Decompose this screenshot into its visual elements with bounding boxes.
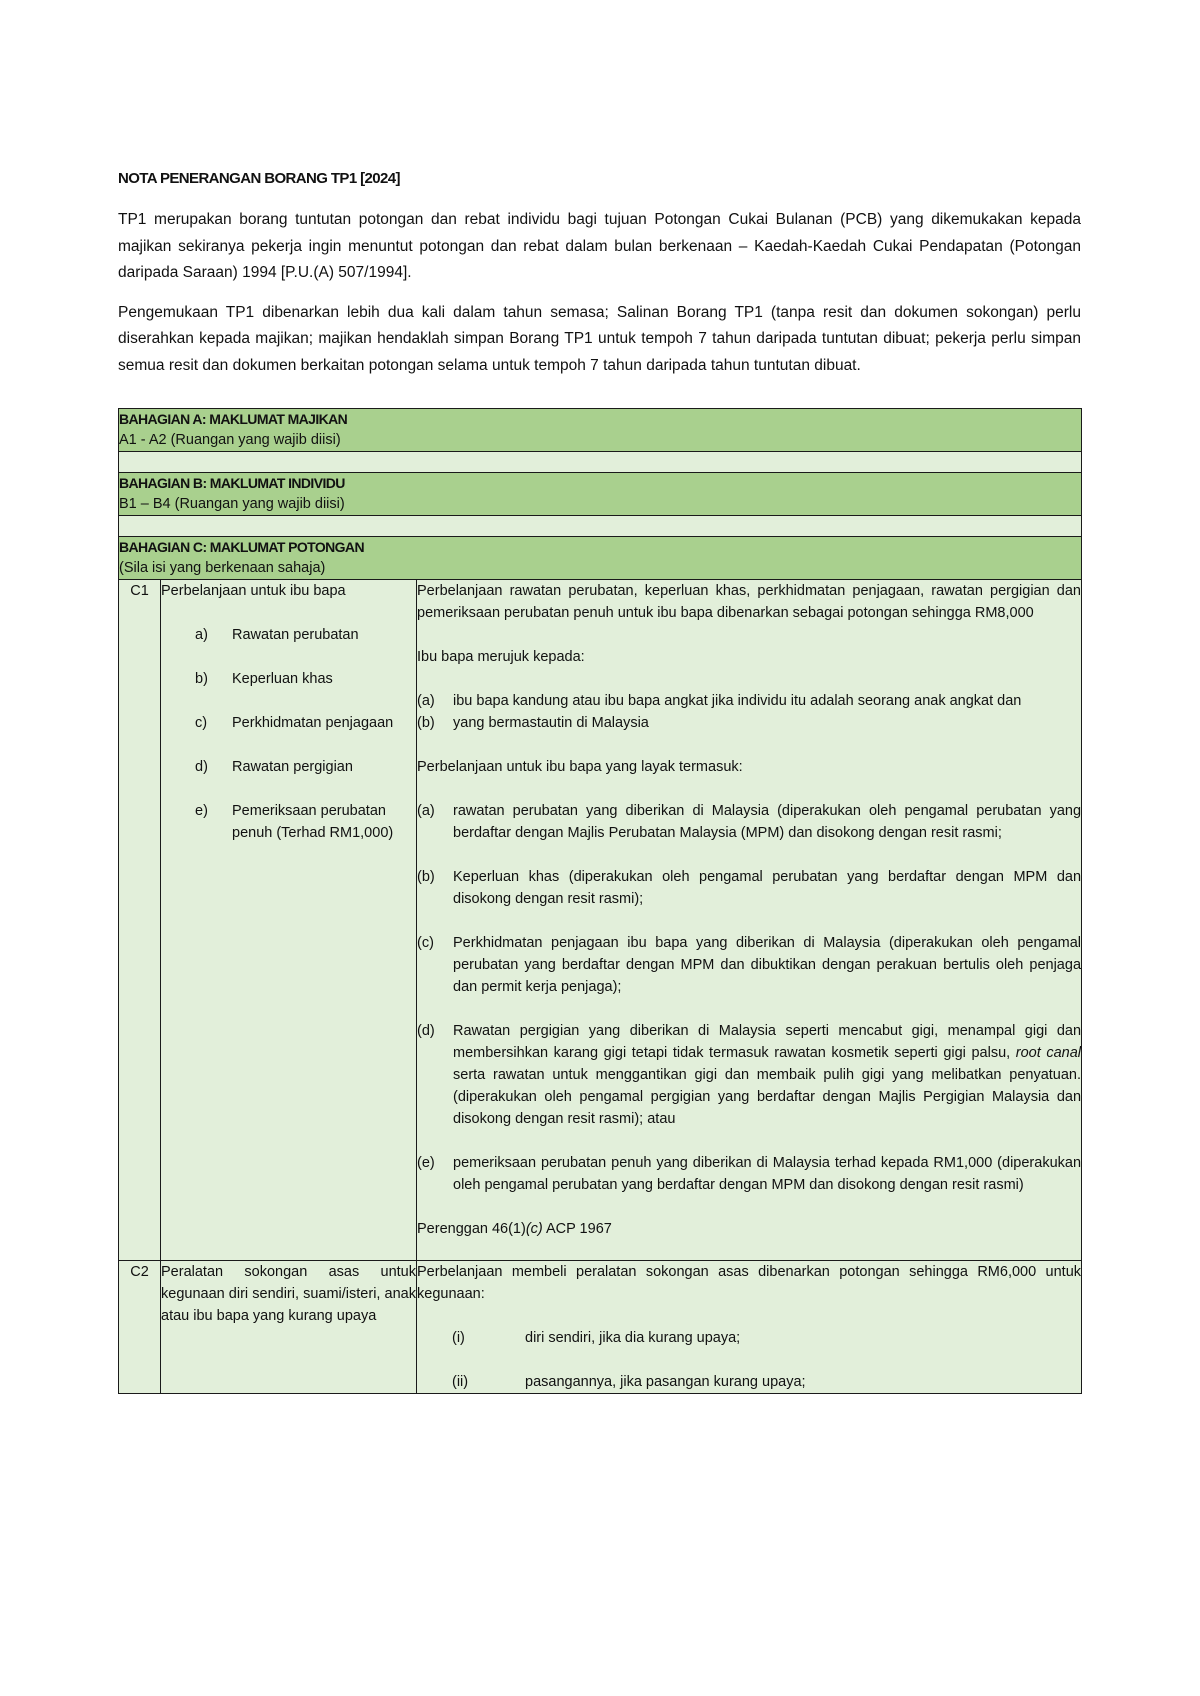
c1-eligible-a: (a) rawatan perubatan yang diberikan di Malaysia (diperakukan oleh pengamal perubatan yang berdaftar dengan Majlis Perubatan Malaysia (MPM) dan disokong dengan resit rasmi; [417, 803, 1082, 841]
section-c-header-row [119, 537, 1082, 580]
c1-refers-title: Ibu bapa merujuk kepada: [417, 649, 585, 665]
table-row-c1 [119, 580, 1082, 1261]
intro-paragraph-1: TP1 merupakan borang tuntutan potongan dan rebat individu bagi tujuan Potongan Cukai Bulanan (PCB) yang dikemukakan kepada majikan sekiranya pekerja ingin menuntut potongan dan rebat dalam bulan berkenaan – Kaedah-Kaedah Cukai Pendapatan (Potongan daripada Saraan) 1994 [P.U.(A) 507/1994]. [118, 211, 1081, 281]
section-a-header-row [119, 409, 1082, 452]
section-b-heading: BAHAGIAN B: MAKLUMAT INDIVIDU [119, 475, 345, 491]
section-a-heading: BAHAGIAN A: MAKLUMAT MAJIKAN [119, 411, 348, 427]
section-b-header-row [119, 473, 1082, 516]
c2-desc: Perbelanjaan membeli peralatan sokongan asas dibenarkan potongan sehingga RM6,000 untuk kegunaan: [417, 1264, 1082, 1302]
c1-item-d: d) Rawatan pergigian [195, 759, 353, 775]
section-b-subtitle: B1 – B4 (Ruangan yang wajib diisi) [119, 496, 345, 512]
c1-eligible-d: (d) Rawatan pergigian yang diberikan di Malaysia seperti mencabut gigi, menampal gigi dan membersihkan karang gigi tetapi tidak termasuk rawatan kosmetik seperti gigi palsu, root canal serta rawatan untuk menggantikan gigi dan membaik pulih gigi yang melibatkan penyatuan. (diperakukan oleh pengamal pergigian yang berdaftar dengan Majlis Pergigian Malaysia dan disokong dengan resit rasmi); atau [417, 1023, 1082, 1127]
table-row-c2 [119, 1261, 1082, 1394]
c1-item-b: b) Keperluan khas [195, 671, 333, 687]
c1-refers-a: (a) ibu bapa kandung atau ibu bapa angkat jika individu itu adalah seorang anak angkat dan [417, 693, 1022, 709]
c1-item-c: c) Perkhidmatan penjagaan [195, 715, 394, 731]
c2-title: Peralatan sokongan asas untuk kegunaan diri sendiri, suami/isteri, anak atau ibu bapa yang kurang upaya [161, 1261, 417, 1394]
c1-eligible-c: (c) Perkhidmatan penjagaan ibu bapa yang diberikan di Malaysia (diperakukan oleh pengamal perubatan yang berdaftar dengan MPM dan dibuktikan dengan perakuan bertulis oleh penjaga dan permit kerja penjaga); [417, 935, 1082, 995]
c1-refers-b: (b) yang bermastautin di Malaysia [417, 715, 649, 731]
page-title: NOTA PENERANGAN BORANG TP1 [2024] [118, 170, 400, 187]
section-c-subtitle: (Sila isi yang berkenaan sahaja) [119, 560, 326, 576]
c2-item-i: (i) diri sendiri, jika dia kurang upaya; [452, 1330, 741, 1346]
c1-legal-reference: Perenggan 46(1)(c) ACP 1967 [417, 1221, 612, 1237]
c1-eligible-e: (e) pemeriksaan perubatan penuh yang diberikan di Malaysia terhad kepada RM1,000 (diperakukan oleh pengamal perubatan yang berdaftar dengan MPM dan disokong dengan resit rasmi) [417, 1155, 1082, 1193]
c1-description-cell [417, 580, 1082, 1261]
c1-eligible-title: Perbelanjaan untuk ibu bapa yang layak termasuk: [417, 759, 743, 775]
intro-paragraph-2: Pengemukaan TP1 dibenarkan lebih dua kali dalam tahun semasa; Salinan Borang TP1 (tanpa resit dan dokumen sokongan) perlu diserahkan kepada majikan; majikan hendaklah simpan Borang TP1 untuk tempoh 7 tahun daripada tuntutan dibuat; pekerja perlu simpan semua resit dan dokumen berkaitan potongan selama untuk tempoh 7 tahun daripada tahun tuntutan dibuat. [118, 303, 1081, 374]
section-a-spacer-row [119, 452, 1082, 473]
c2-description-cell [417, 1261, 1082, 1394]
c1-code: C1 [119, 580, 161, 1261]
section-c-heading: BAHAGIAN C: MAKLUMAT POTONGAN [119, 539, 364, 555]
c1-title: Perbelanjaan untuk ibu bapa [161, 583, 346, 599]
section-a-subtitle: A1 - A2 (Ruangan yang wajib diisi) [119, 432, 341, 448]
c1-title-cell [161, 580, 417, 1261]
c1-item-e: e) Pemeriksaan perubatan penuh (Terhad RM1,000) [195, 803, 394, 841]
section-b-spacer-row [119, 516, 1082, 537]
c1-item-a: a) Rawatan perubatan [195, 627, 359, 643]
c1-eligible-b: (b) Keperluan khas (diperakukan oleh pengamal perubatan yang berdaftar dengan MPM dan disokong dengan resit rasmi); [417, 869, 1082, 907]
document-page [118, 170, 1081, 1394]
tp1-notes-table [118, 408, 1082, 1394]
c2-item-ii: (ii) pasangannya, jika pasangan kurang upaya; [452, 1374, 806, 1390]
c2-code: C2 [119, 1261, 161, 1394]
c1-desc-intro: Perbelanjaan rawatan perubatan, keperluan khas, perkhidmatan penjagaan, rawatan pergigian dan pemeriksaan perubatan penuh untuk ibu bapa dibenarkan sebagai potongan sehingga RM8,000 [417, 583, 1082, 621]
